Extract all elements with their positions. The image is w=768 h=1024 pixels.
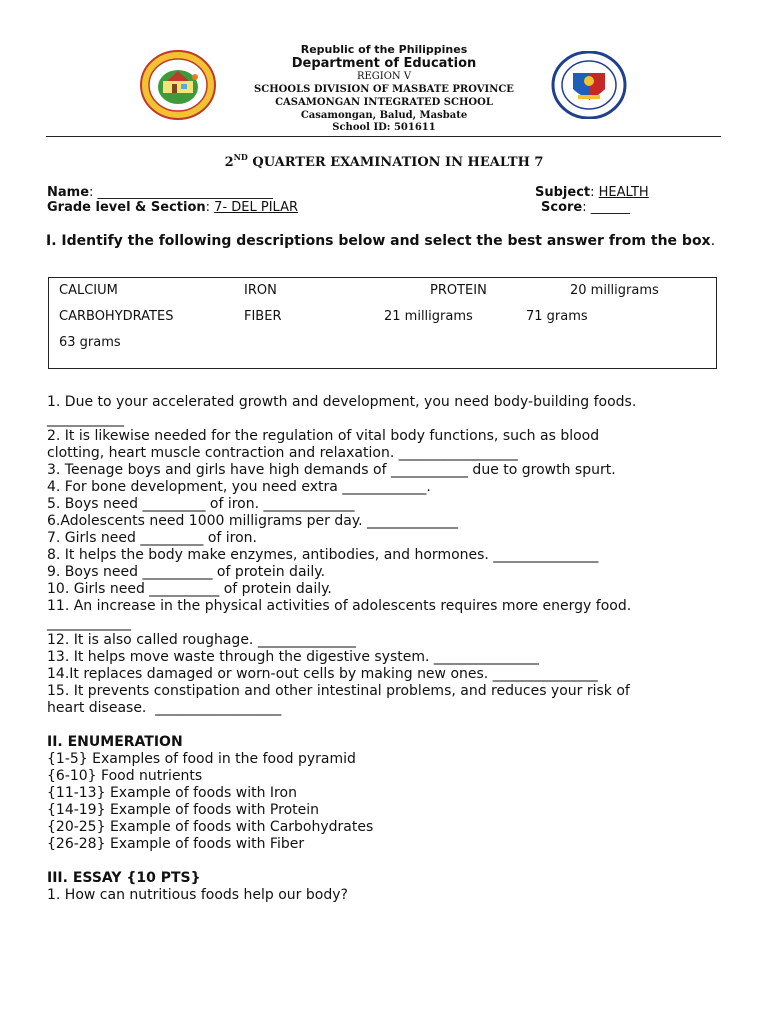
list-item: 6.Adolescents need 1000 milligrams per day. _____________ (47, 513, 459, 529)
header-republic: Republic of the Philippines (300, 43, 468, 56)
answer-calcium: CALCIUM (59, 283, 118, 298)
list-item: 4. For bone development, you need extra ____________. (47, 479, 431, 495)
answer-fiber: FIBER (244, 309, 282, 324)
list-item: 9. Boys need __________ of protein daily. (47, 564, 326, 580)
header-school-id: School ID: 501611 (332, 122, 436, 133)
subject-field: Subject: HEALTH (535, 185, 649, 200)
section-3-title: III. ESSAY {10 PTS} (47, 870, 201, 886)
identification-items (47, 394, 737, 717)
section-1-title-period: . (710, 233, 716, 249)
list-item: 2. It is likewise needed for the regulation of vital body functions, such as blood (47, 428, 600, 444)
exam-title (0, 152, 768, 170)
list-item: {14-19} Example of foods with Protein (47, 802, 319, 818)
answer-carbohydrates: CARBOHYDRATES (59, 309, 174, 324)
deped-seal (551, 51, 627, 119)
subject-label: Subject (535, 185, 591, 200)
score-label: Score (541, 200, 583, 215)
list-item: {11-13} Example of foods with Iron (47, 785, 297, 801)
list-item: {6-10} Food nutrients (47, 768, 203, 784)
list-item: 11. An increase in the physical activities of adolescents requires more energy food. (47, 598, 632, 614)
answer-63g: 63 grams (59, 335, 121, 350)
grade-label: Grade level & Section (47, 200, 206, 215)
header-region: REGION V (356, 71, 412, 82)
school-logo (139, 49, 217, 121)
list-item: 14.It replaces damaged or worn-out cells by making new ones. _______________ (47, 666, 598, 682)
grade-field: Grade level & Section: 7- DEL PILAR (47, 200, 299, 215)
grade-value: 7- DEL PILAR (214, 200, 299, 215)
list-item: 1. Due to your accelerated growth and development, you need body-building foods. (47, 394, 637, 410)
list-item: 8. It helps the body make enzymes, antibodies, and hormones. _______________ (47, 547, 599, 563)
name-field: Name: ___________________________ (47, 185, 274, 200)
list-item: 15. It prevents constipation and other intestinal problems, and reduces your risk of (47, 683, 630, 699)
header-school: CASAMONGAN INTEGRATED SCHOOL (275, 97, 493, 108)
answer-71g: 71 grams (526, 309, 588, 324)
title-text: QUARTER EXAMINATION IN HEALTH 7 (247, 155, 544, 170)
score-blank[interactable]: ______ (590, 200, 630, 215)
header-division: SCHOOLS DIVISION OF MASBATE PROVINCE (254, 84, 514, 95)
header-address: Casamongan, Balud, Masbate (300, 110, 468, 121)
list-item: 10. Girls need __________ of protein daily. (47, 581, 332, 597)
list-item: 5. Boys need _________ of iron. _____________ (47, 496, 355, 512)
title-ordinal: ND (233, 152, 248, 162)
list-item: heart disease. __________________ (47, 700, 282, 716)
essay-question: 1. How can nutritious foods help our body? (47, 887, 348, 903)
name-label: Name (47, 185, 90, 200)
answer-20mg: 20 milligrams (570, 283, 659, 298)
section-3 (47, 870, 348, 904)
answer-box (48, 277, 717, 369)
title-number: 2 (224, 155, 234, 170)
answer-21mg: 21 milligrams (384, 309, 473, 324)
list-item: 13. It helps move waste through the digestive system. _______________ (47, 649, 539, 665)
list-item: {1-5} Examples of food in the food pyramid (47, 751, 356, 767)
header-department: Department of Education (291, 56, 477, 71)
section-2 (47, 734, 373, 853)
name-blank[interactable]: ___________________________ (97, 185, 274, 200)
score-field: Score: ______ (541, 200, 630, 215)
list-item: clotting, heart muscle contraction and relaxation. _________________ (47, 445, 518, 461)
subject-value: HEALTH (598, 185, 649, 200)
list-item: 12. It is also called roughage. ______________ (47, 632, 356, 648)
answer-iron: IRON (244, 283, 277, 298)
list-item: {20-25} Example of foods with Carbohydrates (47, 819, 374, 835)
list-item: ___________ (47, 411, 124, 427)
section-2-title: II. ENUMERATION (47, 734, 183, 750)
list-item: {26-28} Example of foods with Fiber (47, 836, 305, 852)
list-item: ____________ (47, 615, 131, 631)
section-1-title-text: I. Identify the following descriptions below and select the best answer from the box (46, 233, 711, 249)
answer-protein: PROTEIN (430, 283, 487, 298)
section-1-title (46, 232, 726, 250)
header-divider (46, 136, 721, 137)
list-item: 7. Girls need _________ of iron. (47, 530, 257, 546)
list-item: 3. Teenage boys and girls have high demands of ___________ due to growth spurt. (47, 462, 616, 478)
